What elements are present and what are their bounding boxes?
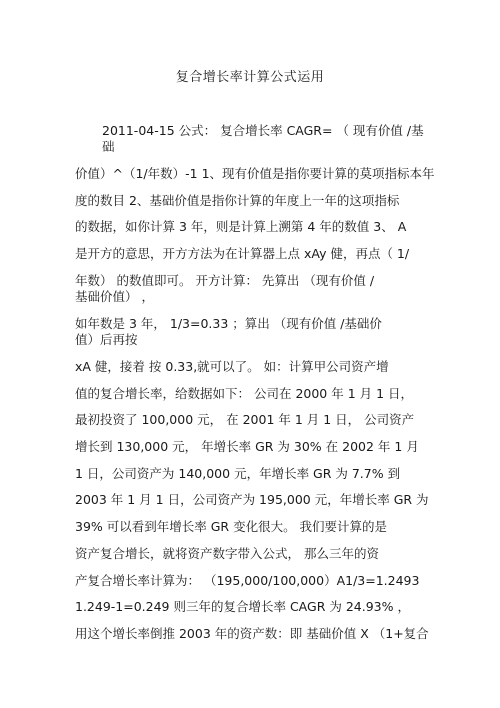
text-line: 2003 年 1 月 1 日，公司资产为 195,000 元，年增长率 GR 为 [75, 492, 429, 507]
text-line: 1.249-1=0.249 则三年的复合增长率 CAGR 为 24.93% ， [75, 599, 410, 614]
text-line: xA 健，接着 按 0.33,就可以了。 如：计算甲公司资产增 [75, 359, 389, 374]
text-line: 的数据，如你计算 3 年，则是计算上溯第 4 年的数值 3、 A [75, 219, 407, 234]
text-line: 用这个增长率倒推 2003 年的资产数：即 基础价值 X （1+复合 [75, 626, 429, 641]
text-line: 1 日，公司资产为 140,000 元，年增长率 GR 为 7.7% 到 [75, 466, 401, 481]
text-line: 增长到 130,000 元， 年增长率 GR 为 30% 在 2002 年 1 月 [75, 439, 419, 454]
text-line: 值的复合增长率，给数据如下： 公司在 2000 年 1 月 1 日， [75, 386, 414, 401]
text-line: 值）后再按 [75, 332, 138, 347]
text-line: 如年数是 3 年， 1/3=0.33 ；算出 （现有价值 /基础价 [75, 316, 382, 331]
text-line: 础 [102, 139, 115, 154]
text-line: 产复合增长率计算为： （195,000/100,000）A1/3=1.2493 [75, 573, 420, 588]
text-line: 价值）^（1/年数）-1 1、现有价值是指你要计算的莫项指标本年 [75, 166, 435, 181]
text-line: 基础价值） ， [75, 289, 154, 304]
text-line: 39% 可以看到年增长率 GR 变化很大。 我们要计算的是 [75, 519, 388, 534]
document-title: 复合增长率计算公式运用 [175, 70, 325, 85]
text-line: 最初投资了 100,000 元， 在 2001 年 1 月 1 日， 公司资产 [75, 412, 415, 427]
text-line: 是开方的意思，开方方法为在计算器上点 xAy 健，再点（ 1/ [75, 246, 410, 261]
text-line: 2011-04-15 公式： 复合增长率 CAGR= （ 现有价值 /基 [102, 123, 424, 138]
text-line: 度的数目 2、基础价值是指你计算的年度上一年的这项指标 [75, 193, 400, 208]
text-line: 年数） 的数值即可。 开方计算： 先算出 （现有价值 / [75, 273, 375, 288]
text-line: 资产复合增长，就将资产数字带入公式， 那么三年的资 [75, 546, 379, 561]
